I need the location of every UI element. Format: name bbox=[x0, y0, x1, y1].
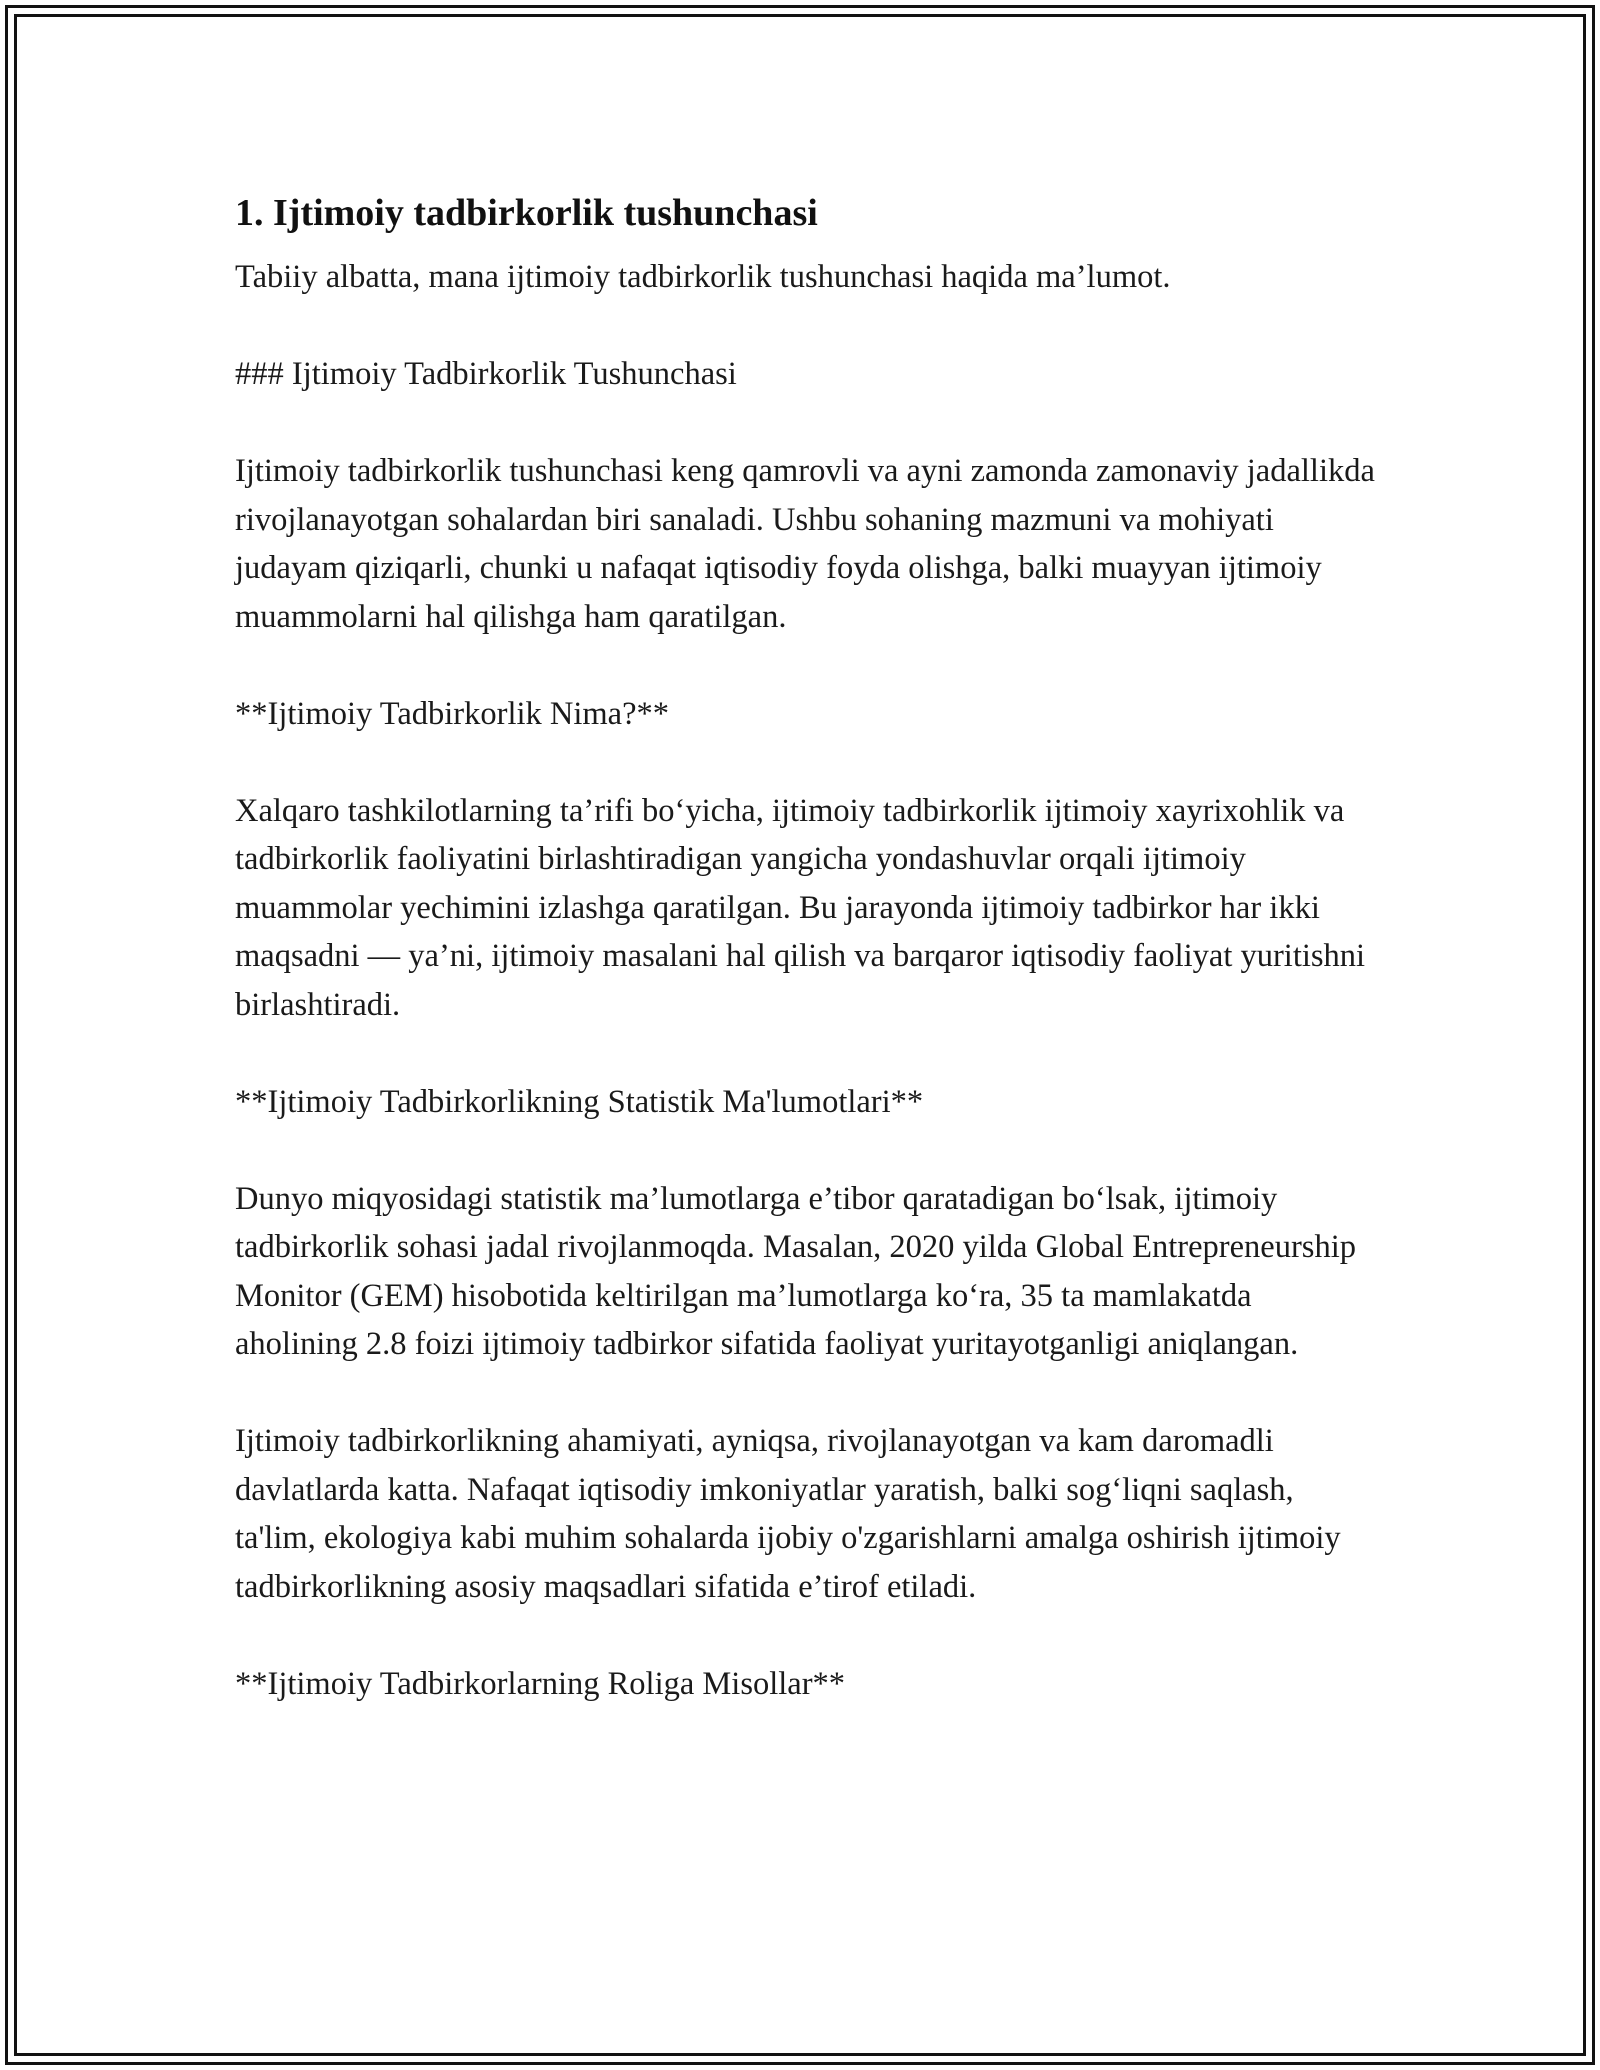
subheading-what-is: **Ijtimoiy Tadbirkorlik Nima?** bbox=[235, 695, 670, 732]
paragraph-definition-overview: Ijtimoiy tadbirkorlik tushunchasi keng qamrovli va ayni zamonda zamonaviy jadallikda rivojlanayotgan sohalardan biri sanaladi. Ushbu sohaning mazmuni va mohiyati judayam qiziqarli, chunki u nafaqat iqtisodiy foyda olishga, balki muayyan ijtimoiy muammolarni hal qilishga ham qaratilgan. bbox=[235, 453, 1375, 635]
intro-paragraph: Tabiiy albatta, mana ijtimoiy tadbirkorlik tushunchasi haqida ma’lumot. bbox=[235, 259, 1171, 295]
document-body bbox=[235, 185, 1375, 1757]
document-title: 1. Ijtimoiy tadbirkorlik tushunchasi bbox=[235, 192, 818, 234]
paragraph-statistics: Dunyo miqyosidagi statistik ma’lumotlarga e’tibor qaratadigan bo‘lsak, ijtimoiy tadbirkorlik sohasi jadal rivojlanmoqda. Masalan, 2020 yilda Global Entrepreneurship Monitor (GEM) hisobotida keltirilgan ma’lumotlarga ko‘ra, 35 ta mamlakatda aholining 2.8 foizi ijtimoiy tadbirkor sifatida faoliyat yuritayotganligi aniqlangan. bbox=[235, 1180, 1356, 1362]
paragraph-importance: Ijtimoiy tadbirkorlikning ahamiyati, ayniqsa, rivojlanayotgan va kam daromadli davlatlarda katta. Nafaqat iqtisodiy imkoniyatlar yaratish, balki sog‘liqni saqlash, ta'lim, ekologiya kabi muhim sohalarda ijobiy o'zgarishlarni amalga oshirish ijtimoiy tadbirkorlikning asosiy maqsadlari sifatida e’tirof etiladi. bbox=[235, 1423, 1341, 1605]
section-heading-markdown: ### Ijtimoiy Tadbirkorlik Tushunchasi bbox=[235, 356, 737, 392]
subheading-statistics: **Ijtimoiy Tadbirkorlikning Statistik Ma'lumotlari** bbox=[235, 1083, 924, 1120]
subheading-examples: **Ijtimoiy Tadbirkorlarning Roliga Misollar** bbox=[235, 1665, 846, 1702]
paragraph-international-definition: Xalqaro tashkilotlarning ta’rifi bo‘yicha, ijtimoiy tadbirkorlik ijtimoiy xayrixohlik va tadbirkorlik faoliyatini birlashtiradigan yangicha yondashuvlar orqali ijtimoiy muammolar yechimini izlashga qaratilgan. Bu jarayonda ijtimoiy tadbirkor har ikki maqsadni — ya’ni, ijtimoiy masalani hal qilish va barqaror iqtisodiy faoliyat yuritishni birlashtiradi. bbox=[235, 792, 1366, 1023]
